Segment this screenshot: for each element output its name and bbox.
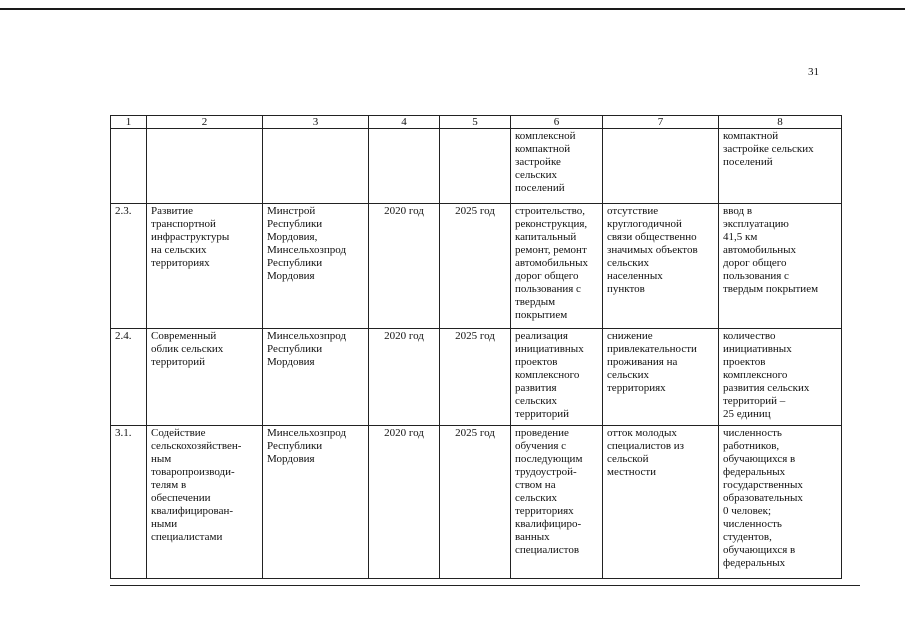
header-row [111, 116, 842, 129]
table-row [111, 204, 842, 329]
expected-result: количество инициативных проектов комплексного развития сельских территорий – 25 единиц [719, 329, 842, 426]
non-implementation-consequences: отток молодых специалистов из сельской местности [603, 426, 719, 579]
table-row [111, 329, 842, 426]
executor [263, 129, 369, 204]
non-implementation-consequences: снижение привлекательности проживания на сельских территориях [603, 329, 719, 426]
header-col-7: 7 [603, 116, 719, 129]
executor: Минсельхозпрод Республики Мордовия [263, 426, 369, 579]
event-content: комплексной компактной застройке сельских поселений [511, 129, 603, 204]
header-col-8: 8 [719, 116, 842, 129]
header-col-4: 4 [369, 116, 440, 129]
executor: Минстрой Республики Мордовия, Минсельхозпрод Республики Мордовия [263, 204, 369, 329]
end-year: 2025 год [440, 329, 511, 426]
end-year: 2025 год [440, 426, 511, 579]
event-content: строительство, реконструкция, капитальный ремонт, ремонт автомобильных дорог общего пользования с твердым покрытием [511, 204, 603, 329]
program-table [110, 115, 842, 579]
start-year: 2020 год [369, 204, 440, 329]
event-name: Содействие сельскохозяйствен- ным товаропроизводи- телям в обеспечении квалифицирован- ными специалистами [147, 426, 263, 579]
event-name [147, 129, 263, 204]
header-col-5: 5 [440, 116, 511, 129]
non-implementation-consequences: отсутствие круглогодичной связи общественно значимых объектов сельских населенных пунктов [603, 204, 719, 329]
header-col-3: 3 [263, 116, 369, 129]
page-number: 31 [808, 66, 819, 78]
start-year [369, 129, 440, 204]
end-year [440, 129, 511, 204]
header-col-6: 6 [511, 116, 603, 129]
expected-result: численность работников, обучающихся в федеральных государственных образовательных 0 человек; численность студентов, обучающихся в федеральных [719, 426, 842, 579]
table-row [111, 129, 842, 204]
row-number: 2.3. [111, 204, 147, 329]
event-name: Современный облик сельских территорий [147, 329, 263, 426]
event-content: реализация инициативных проектов комплексного развития сельских территорий [511, 329, 603, 426]
end-year: 2025 год [440, 204, 511, 329]
row-number: 3.1. [111, 426, 147, 579]
event-content: проведение обучения с последующим трудоустрой- ством на сельских территориях квалифициро- ванных специалистов [511, 426, 603, 579]
top-rule [0, 8, 905, 10]
event-name: Развитие транспортной инфраструктуры на сельских территориях [147, 204, 263, 329]
row-number: 2.4. [111, 329, 147, 426]
header-col-2: 2 [147, 116, 263, 129]
start-year: 2020 год [369, 329, 440, 426]
bottom-rule [110, 585, 860, 586]
expected-result: ввод в эксплуатацию 41,5 км автомобильных дорог общего пользования с твердым покрытием [719, 204, 842, 329]
row-number [111, 129, 147, 204]
non-implementation-consequences [603, 129, 719, 204]
header-col-1: 1 [111, 116, 147, 129]
expected-result: компактной застройке сельских поселений [719, 129, 842, 204]
executor: Минсельхозпрод Республики Мордовия [263, 329, 369, 426]
start-year: 2020 год [369, 426, 440, 579]
table-row [111, 426, 842, 579]
